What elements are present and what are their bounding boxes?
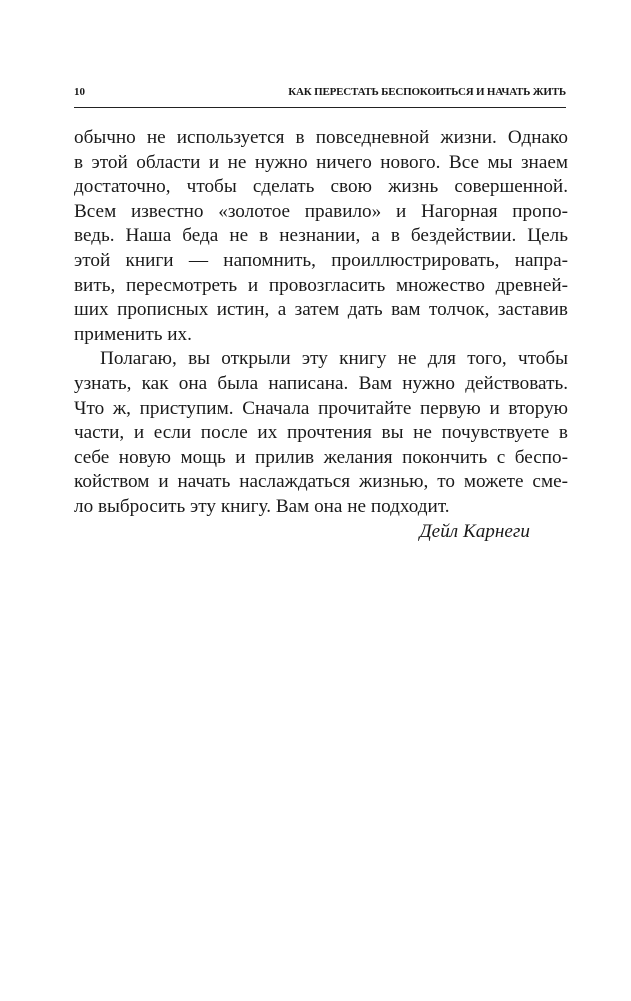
running-head (74, 84, 566, 104)
text-line: ведь. Наша беда не в незнании, а в бездействии. Цель (74, 225, 568, 247)
running-head-title: КАК ПЕРЕСТАТЬ БЕСПОКОИТЬСЯ И НАЧАТЬ ЖИТЬ (288, 86, 566, 98)
text-line: части, и если после их прочтения вы не почувствуете в (74, 422, 568, 444)
paragraph-2 (74, 347, 568, 519)
text-line: вить, пересмотреть и провозгласить множество древней- (74, 274, 568, 296)
author-signature: Дейл Карнеги (419, 520, 530, 542)
text-line: обычно не используется в повседневной жизни. Однако (74, 127, 568, 148)
text-line: Полагаю, вы открыли эту книгу не для того, чтобы (100, 348, 568, 370)
text-line: Всем известно «золотое правило» и Нагорная пропо- (74, 200, 568, 222)
text-line: койством и начать наслаждаться жизнью, то можете сме- (74, 471, 568, 493)
text-line: себе новую мощь и прилив желания покончить с беспо- (74, 446, 568, 468)
text-line: в этой области и не нужно ничего нового. Все мы знаем (74, 151, 568, 173)
page-number: 10 (74, 86, 85, 98)
header-rule (74, 107, 566, 108)
text-line: этой книги — напомнить, проиллюстрировать, напра- (74, 249, 568, 271)
body-text (74, 126, 568, 544)
text-line: ло выбросить эту книгу. Вам она не подходит. (74, 495, 450, 517)
text-line: применить их. (74, 323, 192, 345)
text-line: достаточно, чтобы сделать свою жизнь совершенной. (74, 176, 568, 198)
text-line: узнать, как она была написана. Вам нужно действовать. (74, 372, 568, 394)
paragraph-1 (74, 126, 568, 347)
text-line: Что ж, приступим. Сначала прочитайте первую и вторую (74, 397, 568, 419)
text-line: ших прописных истин, а затем дать вам толчок, заставив (74, 299, 568, 321)
